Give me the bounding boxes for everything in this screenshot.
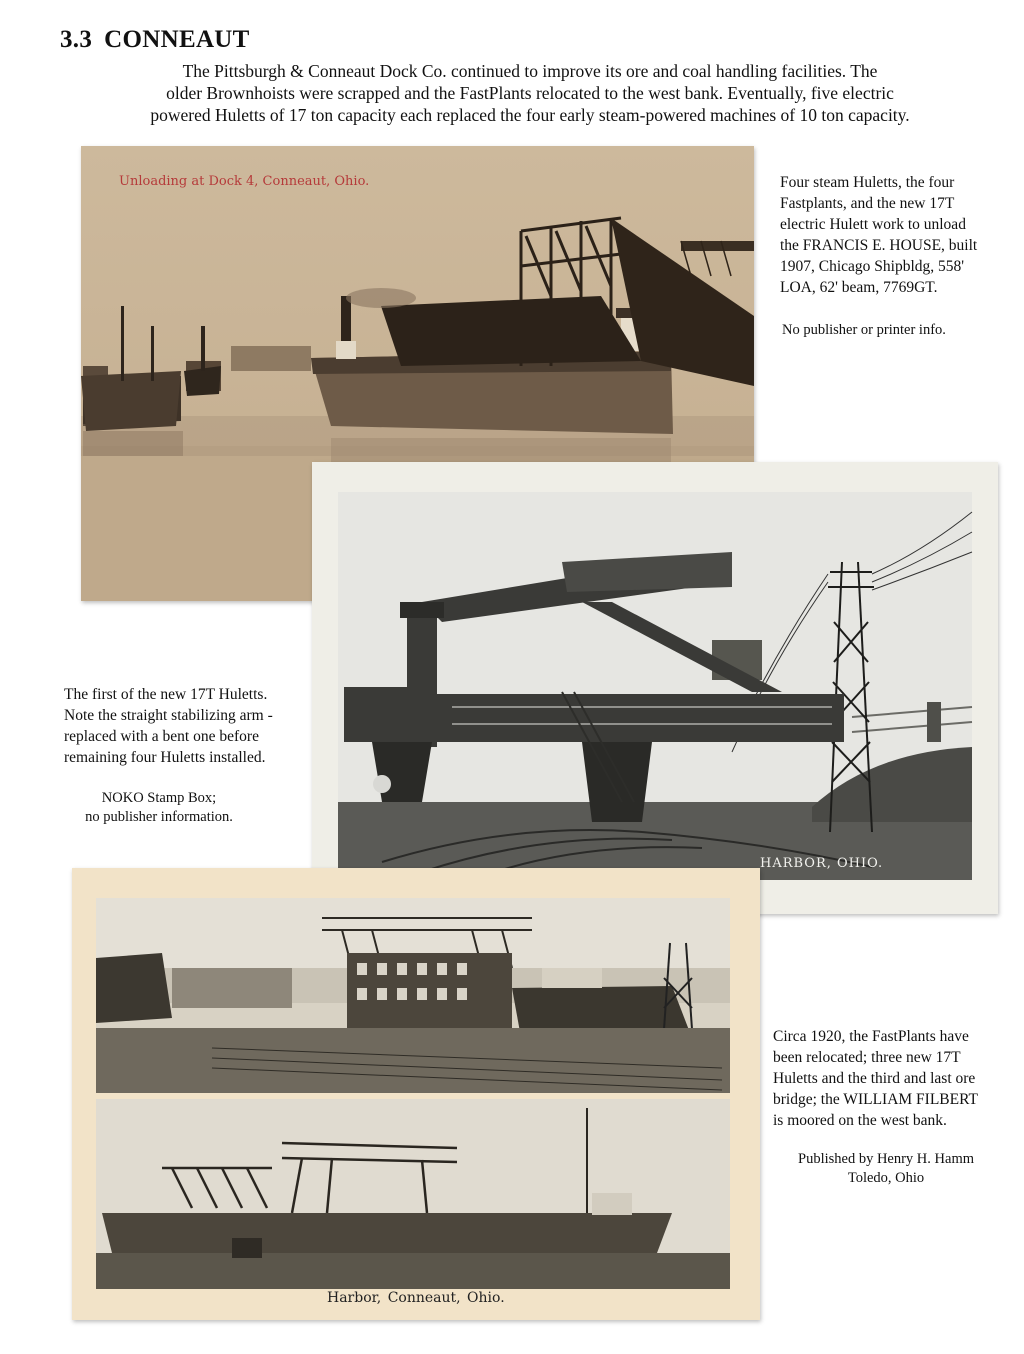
caption-line: bridge; the WILLIAM FILBERT xyxy=(773,1091,978,1108)
credit-line: NOKO Stamp Box; xyxy=(101,790,217,806)
caption-line: Circa 1920, the FastPlants have xyxy=(773,1028,969,1045)
postcard-first-hulett-credit xyxy=(64,789,254,827)
caption-line: is moored on the west bank. xyxy=(773,1112,947,1129)
postcard-dock4-credit xyxy=(782,321,946,340)
caption-line: electric Hulett work to unload xyxy=(780,216,966,233)
section-heading xyxy=(60,26,250,54)
postcard-harbor-caption xyxy=(773,1026,978,1131)
caption-line: been relocated; three new 17T xyxy=(773,1049,961,1066)
postcard-first-hulett-photo xyxy=(312,462,998,914)
caption-line: 1907, Chicago Shipbldg, 558' xyxy=(780,258,965,275)
caption-line: The first of the new 17T Huletts. xyxy=(64,686,268,703)
credit-line: Published by Henry H. Hamm xyxy=(798,1151,974,1167)
postcard-harbor-credit xyxy=(786,1150,986,1188)
intro-line: The Pittsburgh & Conneaut Dock Co. continued to improve its ore and coal handling facilities. The xyxy=(182,61,878,81)
caption-line: Note the straight stabilizing arm - xyxy=(64,707,273,724)
postcard-harbor-printed-label: Harbor, Conneaut, Ohio. xyxy=(327,1290,505,1306)
postcard-harbor xyxy=(72,868,760,1320)
credit-line: no publisher information. xyxy=(85,809,233,825)
section-number: 3.3 xyxy=(60,26,93,53)
postcard-dock4-printed-label: Unloading at Dock 4, Conneaut, Ohio. xyxy=(119,174,370,189)
postcard-harbor-photo xyxy=(72,868,760,1320)
caption-line: Four steam Huletts, the four xyxy=(780,174,955,191)
section-title: CONNEAUT xyxy=(104,26,250,53)
caption-line: Huletts and the third and last ore xyxy=(773,1070,976,1087)
intro-line: older Brownhoists were scrapped and the FastPlants relocated to the west bank. Eventually, five electric xyxy=(166,83,894,103)
postcard-first-hulett xyxy=(312,462,998,914)
credit-line: No publisher or printer info. xyxy=(782,322,946,338)
caption-line: LOA, 62' beam, 7769GT. xyxy=(780,279,938,296)
postcard-dock4-caption xyxy=(780,172,977,298)
caption-line: remaining four Huletts installed. xyxy=(64,749,266,766)
caption-line: the FRANCIS E. HOUSE, built xyxy=(780,237,978,254)
credit-line: Toledo, Ohio xyxy=(847,1170,925,1186)
intro-paragraph xyxy=(100,60,960,126)
postcard-first-hulett-printed-label: HARBOR, OHIO. xyxy=(760,856,884,871)
caption-line: replaced with a bent one before xyxy=(64,728,259,745)
caption-line: Fastplants, and the new 17T xyxy=(780,195,955,212)
intro-line: powered Huletts of 17 ton capacity each replaced the four early steam-powered machines of 10 ton capacity. xyxy=(150,105,910,125)
postcard-first-hulett-caption xyxy=(64,684,273,768)
